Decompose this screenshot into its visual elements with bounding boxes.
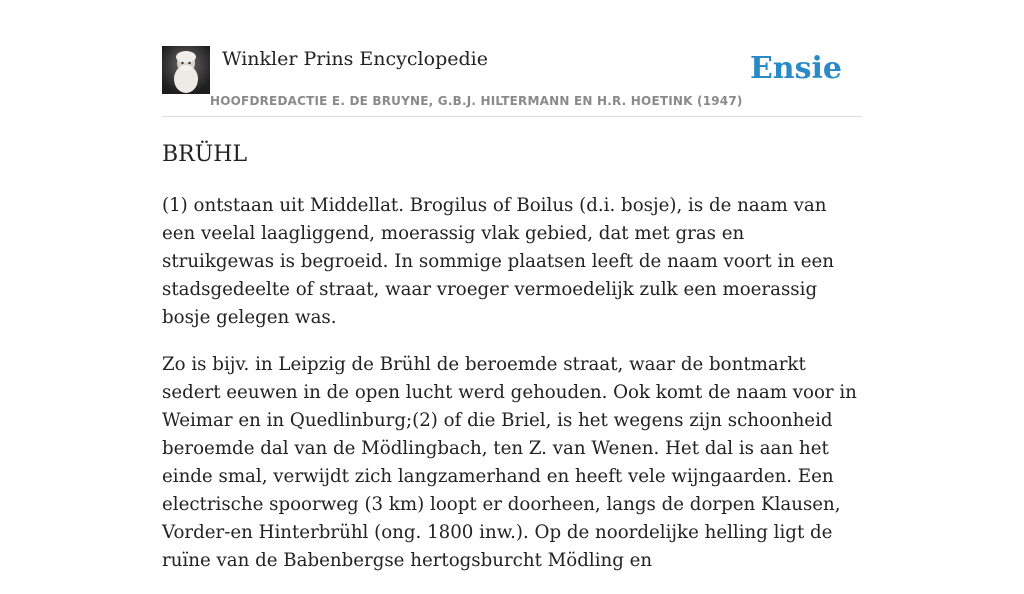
article-body xyxy=(162,192,862,594)
article-title: BRÜHL xyxy=(162,142,248,167)
editors-line: HOOFDREDACTIE E. DE BRUYNE, G.B.J. HILTERMANN EN H.R. HOETINK (1947) xyxy=(210,94,743,108)
publication-title[interactable]: Winkler Prins Encyclopedie xyxy=(222,48,488,70)
ensie-logo-link[interactable]: Ensie xyxy=(749,51,842,86)
publication-header xyxy=(162,46,862,117)
article-paragraph-1: (1) ontstaan uit Middellat. Brogilus of Boilus (d.i. bosje), is de naam van een veelal laagliggend, moerassig vlak gebied, dat met gras en struikgewas is begroeid. In sommige plaatsen leeft de naam voort in een stadsgedeelte of straat, waar vroeger vermoedelijk zulk een moerassig bosje gelegen was. xyxy=(162,195,835,328)
portrait-photo-icon xyxy=(162,46,210,94)
avatar xyxy=(162,46,210,94)
article-paragraph-2: Zo is bijv. in Leipzig de Brühl de beroemde straat, waar de bontmarkt sedert eeuwen in de open lucht werd gehouden. Ook komt de naam voor in Weimar en in Quedlinburg;(2) of die Briel, is het wegens zijn schoonheid beroemde dal van de Mödlingbach, ten Z. van Wenen. Het dal is aan het einde smal, verwijdt zich langzamerhand en heeft vele wijngaarden. Een electrische spoorweg (3 km) loopt er doorheen, langs de dorpen Klausen, Vorder-en Hinterbrühl (ong. 1800 inw.). Op de noordelijke helling ligt de ruïne van de Babenbergse hertogsburcht Mödling en xyxy=(162,354,857,571)
